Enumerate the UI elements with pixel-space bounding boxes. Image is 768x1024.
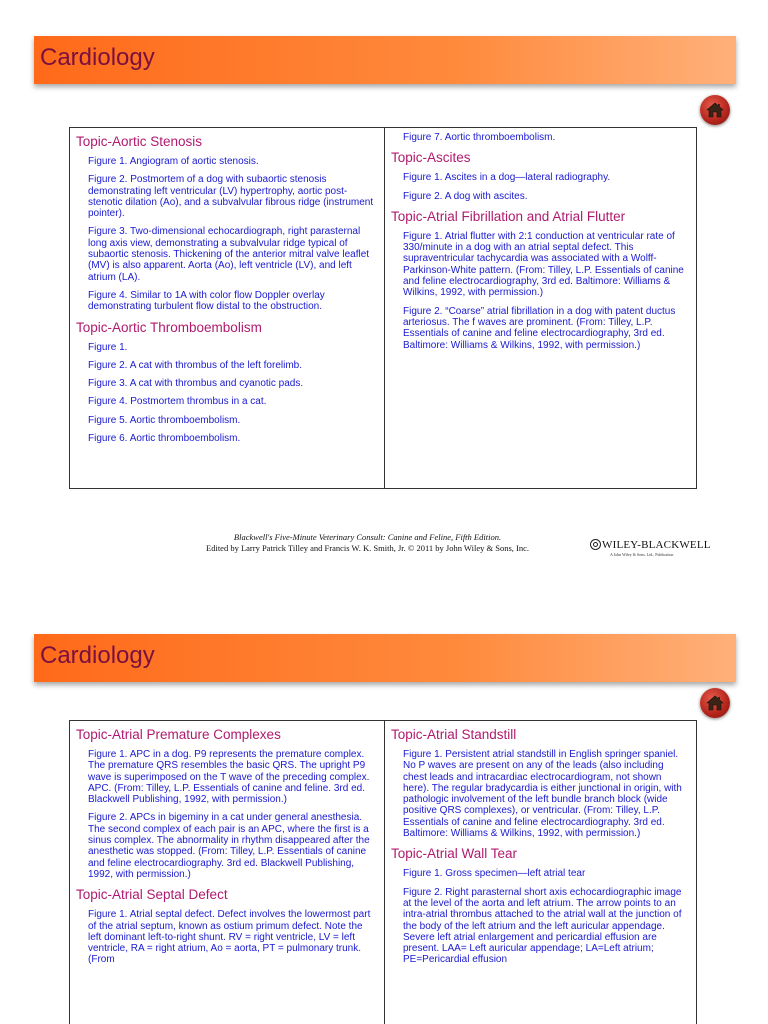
figure-link[interactable]: Figure 2. “Coarse” atrial fibrillation in a dog with patent ductus arteriosus. The f waves are prominent. (From: Tilley, L.P. Essentials of canine and feline electrocardiography, 3rd ed. Baltimore: Williams & Wilkins, 1992, with permission.) (403, 305, 676, 351)
footer-publication: Blackwell's Five-Minute Veterinary Consult: Canine and Feline, Fifth Edition. (233, 532, 502, 542)
figure-link[interactable]: Figure 1. Atrial flutter with 2:1 conduction at ventricular rate of 330/minute in a dog with an atrial septal defect. This supraventricular tachycardia was associated with a Wolff-Parkinson-White pattern. (From: Tilley, L.P. Essentials of canine and feline electrocardiography, 3rd ed. Baltimore: Williams & Wilkins, 1992, with permission.) (403, 230, 684, 299)
topic-heading: Topic-Atrial Standstill (391, 727, 517, 742)
home-button[interactable] (700, 688, 730, 718)
topic-heading: Topic-Aortic Stenosis (76, 134, 203, 149)
topic-heading: Topic-Aortic Thromboembolism (76, 319, 262, 335)
home-icon (706, 694, 724, 712)
figure-link[interactable]: Figure 3. Two-dimensional echocardiograph, right parasternal long axis view, demonstrating a subvalvular ridge typical of subaortic stenosis. Thickening of the anterior mitral valve leaflet (MV) is also apparent. Aorta (Ao), left ventricle (LV), and left atrium (LA). (88, 226, 370, 283)
topic-heading: Topic-Atrial Fibrillation and Atrial Flutter (391, 208, 626, 224)
topic-heading: Topic-Atrial Wall Tear (391, 846, 518, 862)
wiley-logo-icon (590, 539, 601, 550)
footer-citation (195, 532, 540, 553)
figure-link[interactable]: Figure 1. Persistent atrial standstill in English springer spaniel. No P waves are present on any of the leads (also including chest leads and intracardiac electrocardiogram, not shown here). The regular bradycardia is either junctional in origin, with pathologic involvement of the left bundle branch block (wide positive QRS complexes), or ventricular. (From: Tilley, L.P. Essentials of canine and feline electrocardiography. 3rd ed. Baltimore: Williams & Wilkins, 1992, with permission.) (403, 749, 682, 840)
page-title: Cardiology (40, 642, 155, 669)
figure-link[interactable]: Figure 7. Aortic thromboembolism. (403, 132, 556, 143)
title-banner (34, 634, 736, 682)
figure-link[interactable]: Figure 3. A cat with thrombus and cyanotic pads. (88, 378, 304, 390)
slide-2 (0, 598, 768, 1024)
figure-link[interactable]: Figure 2. APCs in bigeminy in a cat under general anesthesia. The second complex of each pair is an APC, where the first is a sinus complex. The abnormality in rhythm disappeared after the anesthetic was stopped. (From: Tilley, L.P. Essentials of canine and feline electrocardiography. 3rd ed. Blackwell Publishing, 1992, with permission.) (88, 812, 370, 880)
figure-link[interactable]: Figure 2. A dog with ascites. (403, 190, 528, 202)
figure-link[interactable]: Figure 2. Postmortem of a dog with subaortic stenosis demonstrating left ventricular (LV) hypertrophy, aortic post-stenotic dilation (Ao), and a subvalvular fibrous ridge (instrument pointer). (88, 174, 374, 220)
figure-link[interactable]: Figure 1. APC in a dog. P9 represents the premature complex. The premature QRS resembles the basic QRS. The upright P9 wave is superimposed on the T wave of the preceding complex. APC. (From: Tilley, L.P. Essentials of canine and feline. 3rd ed. Blackwell Publishing, 1992, with permission.) (88, 749, 370, 806)
figure-link[interactable]: Figure 2. Right parasternal short axis echocardiographic image at the level of the aorta and left atrium. The arrow points to an intra-atrial thrombus attached to the atrial wall at the junction of the body of the left atrium and the left auricular appendage. Severe left atrial enlargement and pericardial effusion are present. LAA= Left auricular appendage; LA=Left atrium; PE=Pericardial effusion (403, 886, 682, 966)
right-column (385, 128, 696, 488)
content-box (69, 127, 697, 489)
home-icon (706, 101, 724, 119)
footer-editors: Edited by Larry Patrick Tilley and Francis W. K. Smith, Jr. © 2011 by John Wiley & Sons, Inc. (206, 542, 529, 553)
figure-link[interactable]: Figure 5. Aortic thromboembolism. (88, 414, 241, 426)
figure-link[interactable]: Figure 1. Atrial septal defect. Defect involves the lowermost part of the atrial septum, known as ostium primum defect. Note the left dominant left-to-right shunt. RV = right ventricle, LV = left ventricle, RA = right atrium, Ao = aorta, PT = pulmonary trunk. (From (88, 909, 371, 966)
figure-link[interactable]: Figure 1. Angiogram of aortic stenosis. (88, 156, 259, 167)
left-column (70, 721, 385, 1024)
topic-heading: Topic-Ascites (391, 150, 471, 166)
topic-heading: Topic-Atrial Premature Complexes (76, 727, 281, 742)
title-banner (34, 36, 736, 84)
logo-subtext: A John Wiley & Sons, Ltd., Publication (610, 552, 674, 557)
right-column (385, 721, 696, 1024)
home-button[interactable] (700, 95, 730, 125)
content-box (69, 720, 697, 1024)
figure-link[interactable]: Figure 1. (88, 341, 128, 353)
figure-link[interactable]: Figure 4. Similar to 1A with color flow Doppler overlay demonstrating turbulent flow distal to the obstruction. (88, 289, 325, 313)
left-column (70, 128, 385, 488)
publisher-logo (590, 539, 735, 557)
figure-link[interactable]: Figure 2. A cat with thrombus of the left forelimb. (88, 359, 302, 371)
logo-text: WILEY-BLACKWELL (602, 539, 711, 551)
figure-link[interactable]: Figure 1. Gross specimen—left atrial tear (403, 868, 586, 880)
figure-link[interactable]: Figure 1. Ascites in a dog—lateral radiography. (403, 172, 611, 184)
page-title: Cardiology (40, 44, 155, 71)
topic-heading: Topic-Atrial Septal Defect (76, 887, 228, 903)
figure-link[interactable]: Figure 6. Aortic thromboembolism. (88, 433, 241, 445)
figure-link[interactable]: Figure 4. Postmortem thrombus in a cat. (88, 396, 267, 408)
